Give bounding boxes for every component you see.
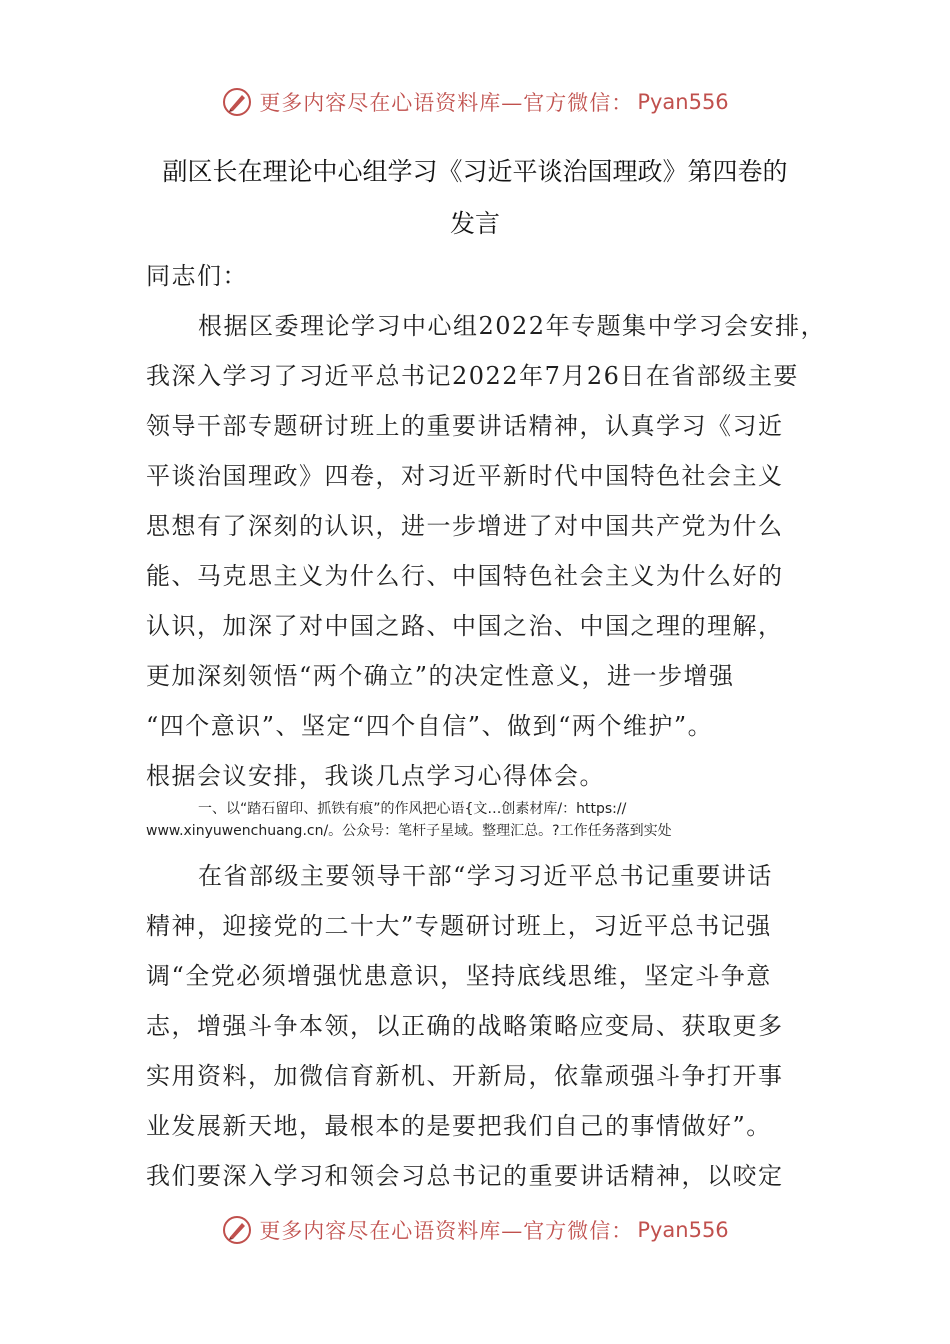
banner-wechat-id: Pyan556 — [637, 1218, 729, 1242]
banner-text: 更多内容尽在心语资料库—官方微信： — [259, 91, 634, 115]
paragraph-1-line: 能、马克思主义为什么行、中国特色社会主义为什么好的 — [146, 562, 784, 590]
section-heading-line-2: www.xinyuwenchuang.cn/。公众号：笔杆子星域。整理汇总。?工作任务落到实处 — [146, 823, 672, 839]
paragraph-1-line: 领导干部专题研讨班上的重要讲话精神，认真学习《习近 — [146, 412, 784, 440]
paragraph-1-line: 更加深刻领悟“两个确立”的决定性意义，进一步增强 — [146, 662, 735, 690]
paragraph-2-line: 实用资料，加微信育新机、开新局，依靠顽强斗争打开事 — [146, 1062, 784, 1090]
banner-text: 更多内容尽在心语资料库—官方微信： — [259, 1219, 634, 1243]
paragraph-2-line: 在省部级主要领导干部“学习习近平总书记重要讲话 — [198, 862, 773, 890]
pen-logo-icon — [221, 86, 253, 118]
paragraph-1-line: 认识，加深了对中国之路、中国之治、中国之理的理解， — [146, 612, 784, 640]
footer-watermark-banner — [0, 1210, 950, 1250]
paragraph-1-line: 根据区委理论学习中心组2022年专题集中学习会安排， — [198, 312, 827, 340]
paragraph-2-line: 调“全党必须增强忧患意识，坚持底线思维，坚定斗争意 — [146, 962, 772, 990]
pen-logo-icon — [221, 1214, 253, 1246]
paragraph-2-line: 志，增强斗争本领，以正确的战略策略应变局、获取更多 — [146, 1012, 784, 1040]
salutation: 同志们： — [146, 262, 248, 290]
banner-wechat-id: Pyan556 — [637, 90, 729, 114]
paragraph-1-line: 我深入学习了习近平总书记2022年7月26日在省部级主要 — [146, 362, 799, 390]
paragraph-1-line: 思想有了深刻的认识，进一步增进了对中国共产党为什么 — [146, 512, 784, 540]
header-watermark-banner — [0, 82, 950, 122]
paragraph-1-line: 根据会议安排，我谈几点学习心得体会。 — [146, 762, 605, 790]
paragraph-2-line: 精神，迎接党的二十大”专题研讨班上，习近平总书记强 — [146, 912, 772, 940]
paragraph-2-line: 我们要深入学习和领会习总书记的重要讲话精神，以咬定 — [146, 1162, 784, 1190]
paragraph-1-line: 平谈治国理政》四卷，对习近平新时代中国特色社会主义 — [146, 462, 784, 490]
section-heading-line-1: 一、以“踏石留印、抓铁有痕”的作风把心语{文…创素材库/：https:// — [198, 801, 627, 817]
paragraph-1-line: “四个意识”、坚定“四个自信”、做到“两个维护”。 — [146, 712, 714, 740]
paragraph-2-line: 业发展新天地，最根本的是要把我们自己的事情做好”。 — [146, 1112, 772, 1140]
document-title-line-2: 发言 — [449, 209, 500, 238]
document-title-line-1: 副区长在理论中心组学习《习近平谈治国理政》第四卷的 — [162, 157, 788, 186]
